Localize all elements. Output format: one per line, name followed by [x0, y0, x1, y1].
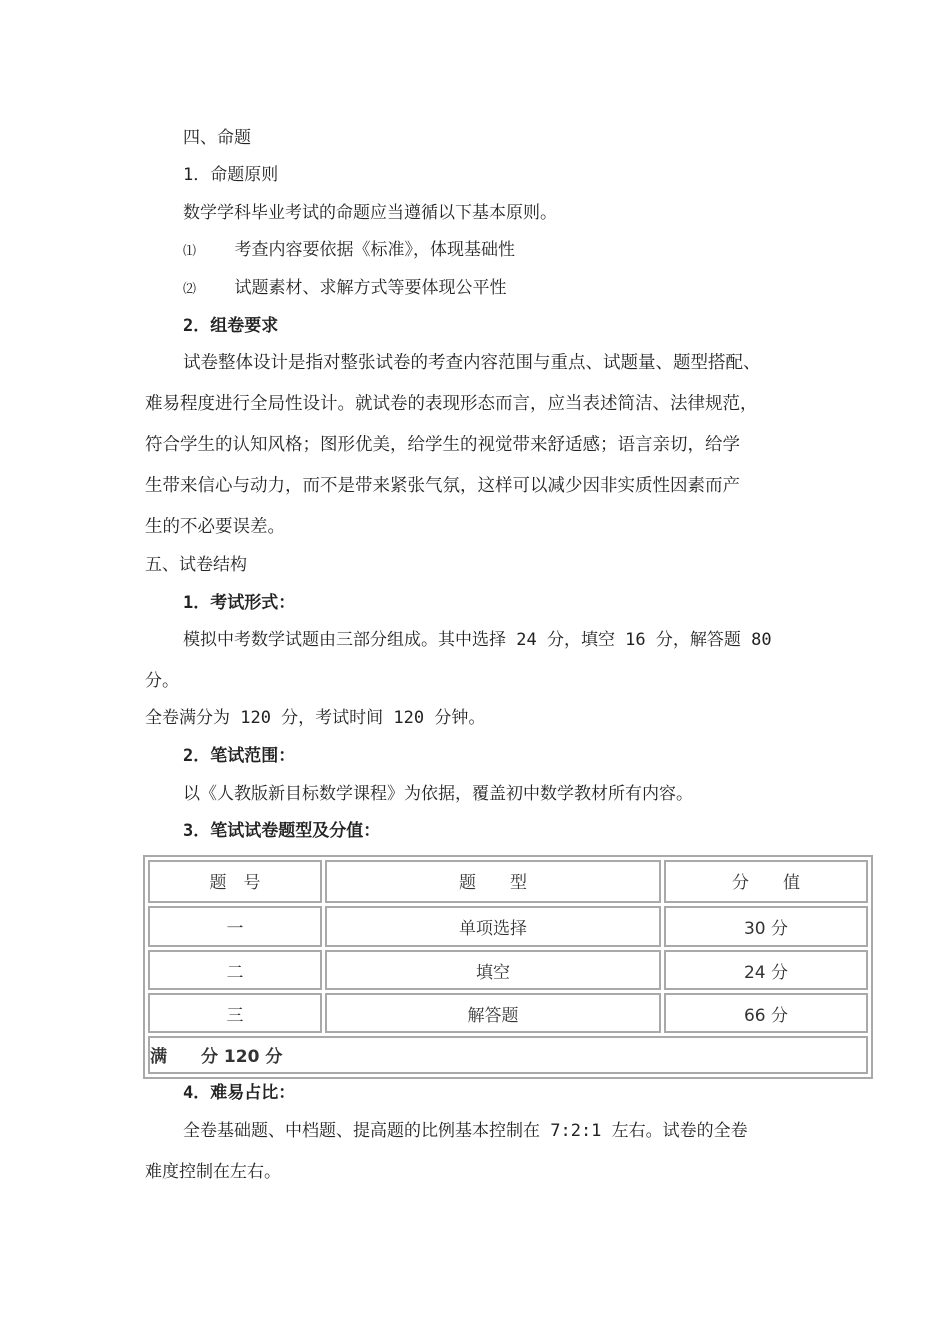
table-cell: 24 分 [664, 950, 868, 990]
difficulty-line: 难度控制在左右。 [145, 1162, 281, 1182]
table-cell: 30 分 [664, 906, 868, 946]
principle-item [183, 238, 515, 264]
exam-form-line: 分。 [145, 671, 179, 691]
exam-scope-text: 以《人教版新目标数学课程》为依据，覆盖初中数学教材所有内容。 [183, 784, 693, 804]
principle-item [183, 276, 507, 302]
difficulty-line: 全卷基础题、中档题、提高题的比例基本控制在 7:2:1 左右。试卷的全卷 [183, 1121, 748, 1141]
exam-form-title: 1．考试形式： [183, 593, 296, 613]
principles-intro: 数学学科毕业考试的命题应当遵循以下基本原则。 [183, 203, 557, 223]
table-cell: 填空 [325, 950, 661, 990]
table-cell: 单项选择 [325, 906, 661, 946]
table-cell: 66 分 [664, 993, 868, 1033]
principle-text: 考查内容要依据《标准》，体现基础性 [234, 240, 516, 260]
table-total-row [148, 1036, 868, 1074]
principle-number: ⑵ [183, 282, 197, 297]
total-cell: 满 分 120 分 [148, 1036, 868, 1074]
principle-number: ⑴ [183, 244, 197, 259]
paragraph-line: 生的不必要误差。 [145, 517, 285, 537]
table-row [148, 906, 868, 946]
compose-title: 2．组卷要求 [183, 316, 279, 336]
table-header-row [148, 860, 868, 903]
section-4-heading: 四、命题 [183, 128, 251, 148]
question-types-title: 3．笔试试卷题型及分值： [183, 821, 381, 841]
principles-title: 1．命题原则 [183, 165, 279, 185]
paragraph-line: 生带来信心与动力，而不是带来紧张气氛，这样可以减少因非实质性因素而产 [145, 476, 740, 496]
table-cell: 二 [148, 950, 322, 990]
table-row [148, 993, 868, 1033]
table-cell: 一 [148, 906, 322, 946]
header-cell: 题 号 [148, 860, 322, 903]
table-row [148, 950, 868, 990]
score-table [143, 855, 873, 1079]
difficulty-title: 4．难易占比： [183, 1083, 296, 1103]
exam-form-line: 模拟中考数学试题由三部分组成。其中选择 24 分，填空 16 分，解答题 80 [183, 630, 772, 650]
table-cell: 解答题 [325, 993, 661, 1033]
exam-scope-title: 2．笔试范围： [183, 746, 296, 766]
header-cell: 题 型 [325, 860, 661, 903]
header-cell: 分 值 [664, 860, 868, 903]
paragraph-line: 难易程度进行全局性设计。就试卷的表现形态而言，应当表述简洁、法律规范， [145, 394, 758, 414]
paragraph-line: 符合学生的认知风格；图形优美，给学生的视觉带来舒适感；语言亲切，给学 [145, 435, 740, 455]
exam-form-line: 全卷满分为 120 分，考试时间 120 分钟。 [145, 708, 486, 728]
section-5-heading: 五、试卷结构 [145, 555, 247, 575]
paragraph-line: 试卷整体设计是指对整张试卷的考查内容范围与重点、试题量、题型搭配、 [183, 353, 761, 373]
table-cell: 三 [148, 993, 322, 1033]
principle-text: 试题素材、求解方式等要体现公平性 [234, 278, 507, 298]
